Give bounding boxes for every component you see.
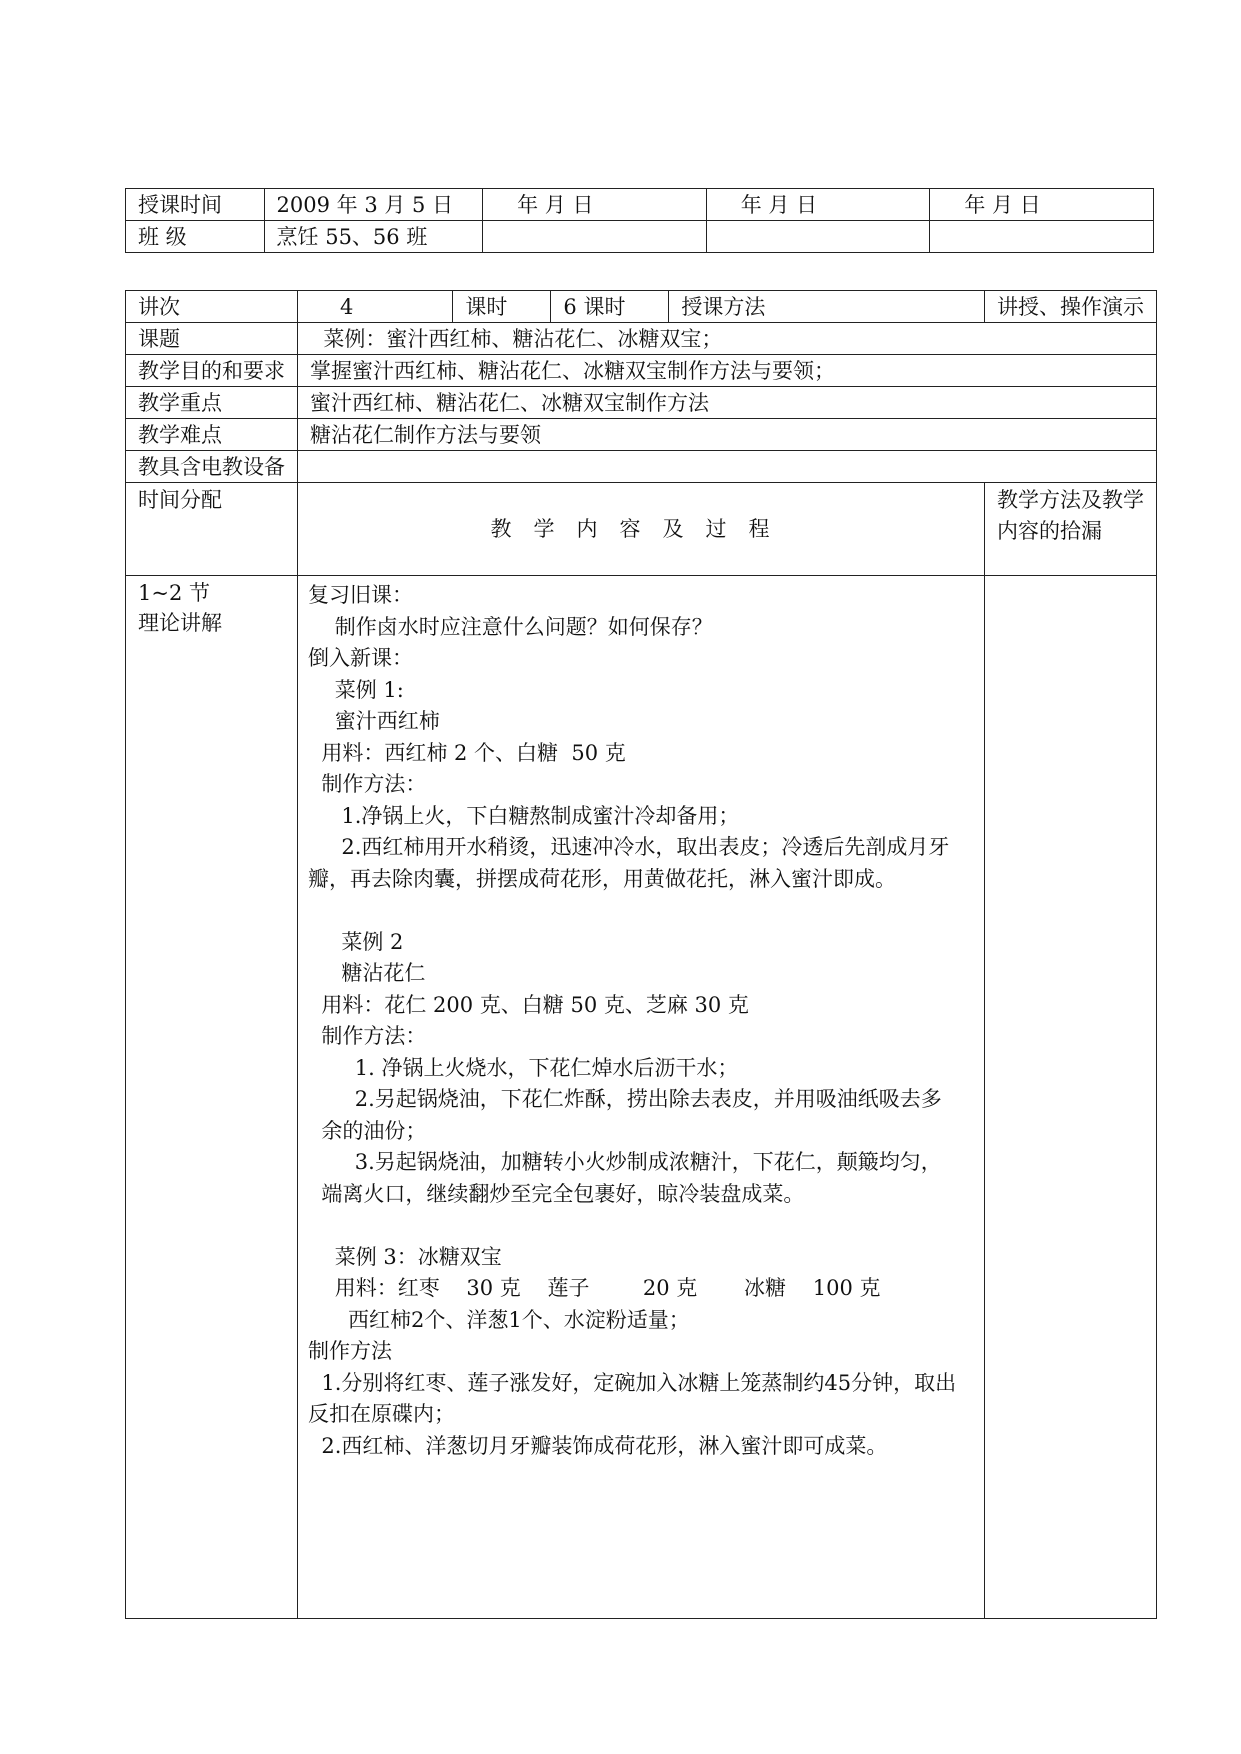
content-line: 3.另起锅烧油，加糖转小火炒制成浓糖汁，下花仁，颠簸均匀，: [308, 1150, 942, 1174]
content-line: 西红柿2个、洋葱1个、水淀粉适量；: [308, 1307, 690, 1332]
class-empty-2: [483, 221, 707, 253]
goal-value: 掌握蜜汁西红柿、糖沾花仁、冰糖双宝制作方法与要领；: [298, 355, 1157, 387]
session-label: 讲次: [126, 291, 298, 323]
process-content-row: [126, 576, 1157, 1619]
content-line: [308, 895, 978, 927]
content-line: 1.分别将红枣、莲子涨发好，定碗加入冰糖上笼蒸制约45分钟，取出: [308, 1370, 957, 1395]
content-cell: [298, 576, 985, 1619]
content-line: 倒入新课：: [308, 646, 413, 670]
notes-header: 教学方法及教学内容的拾漏: [984, 483, 1156, 576]
class-label: 班 级: [126, 221, 265, 253]
content-line: 制作方法: [308, 1339, 392, 1363]
date-cell-1: 2009 年 3 月 5 日: [264, 189, 483, 221]
focus-label: 教学重点: [126, 387, 298, 419]
focus-row: [126, 387, 1157, 419]
equipment-label: 教具含电教设备: [126, 451, 298, 483]
session-value: 4: [298, 291, 453, 323]
content-header: 教学内容及过程: [298, 483, 985, 576]
schedule-row-time: [126, 189, 1154, 221]
hours-label: 课时: [453, 291, 551, 323]
hours-value: 6 课时: [551, 291, 669, 323]
content-line: 蜜汁西红柿: [308, 709, 440, 733]
content-line: 余的油份；: [308, 1118, 427, 1143]
content-line: 复习旧课：: [308, 583, 413, 607]
content-line: 糖沾花仁: [308, 961, 426, 985]
content-line: 1. 净锅上火烧水，下花仁焯水后沥干水；: [308, 1055, 739, 1080]
content-line: 制作方法：: [308, 1024, 427, 1048]
content-line: 瓣，再去除肉囊，拼摆成荷花形，用黄做花托，淋入蜜汁即成。: [308, 866, 896, 891]
content-line: 2.西红柿、洋葱切月牙瓣装饰成荷花形，淋入蜜汁即可成菜。: [308, 1433, 888, 1458]
topic-row: [126, 323, 1157, 355]
content-lines: [308, 580, 978, 1462]
difficulty-label: 教学难点: [126, 419, 298, 451]
content-line: 1.净锅上火，下白糖熬制成蜜汁冷却备用；: [308, 803, 740, 828]
content-line: 制作方法：: [308, 772, 427, 796]
process-header-row: [126, 483, 1157, 576]
content-line: 制作卤水时应注意什么问题？如何保存？: [308, 614, 713, 639]
method-label: 授课方法: [669, 291, 985, 323]
class-value: 烹饪 55、56 班: [264, 221, 483, 253]
time-cell-line1: 1~2 节: [138, 581, 210, 605]
focus-value: 蜜汁西红柿、糖沾花仁、冰糖双宝制作方法: [298, 387, 1157, 419]
difficulty-row: [126, 419, 1157, 451]
class-empty-4: [930, 221, 1154, 253]
difficulty-value: 糖沾花仁制作方法与要领: [298, 419, 1157, 451]
schedule-table: [125, 188, 1154, 253]
content-line: 端离火口，继续翻炒至完全包裹好，晾冷装盘成菜。: [308, 1181, 805, 1206]
content-line: 2.另起锅烧油，下花仁炸酥，捞出除去表皮，并用吸油纸吸去多: [308, 1087, 942, 1111]
lesson-table: [125, 290, 1157, 1619]
topic-value: 菜例：蜜汁西红柿、糖沾花仁、冰糖双宝；: [298, 323, 1157, 355]
equipment-row: [126, 451, 1157, 483]
topic-label: 课题: [126, 323, 298, 355]
content-line: 用料：红枣 30 克 莲子 20 克 冰糖 100 克: [308, 1276, 881, 1300]
time-label: 授课时间: [126, 189, 265, 221]
date-cell-2: 年 月 日: [483, 189, 707, 221]
content-line: 2.西红柿用开水稍烫，迅速冲冷水，取出表皮；冷透后先剖成月牙: [308, 835, 950, 859]
class-empty-3: [706, 221, 930, 253]
notes-cell: [984, 576, 1156, 1619]
content-line: 菜例 1:: [308, 677, 404, 702]
goal-label: 教学目的和要求: [126, 355, 298, 387]
content-line: 菜例 2: [308, 929, 404, 954]
date-cell-3: 年 月 日: [706, 189, 930, 221]
schedule-row-class: [126, 221, 1154, 253]
content-line: 用料：花仁 200 克、白糖 50 克、芝麻 30 克: [308, 992, 749, 1017]
equipment-value: [298, 451, 1157, 483]
time-header: 时间分配: [126, 483, 298, 576]
content-line: 用料：西红柿 2 个、白糖 50 克: [308, 740, 626, 765]
session-row: [126, 291, 1157, 323]
method-value: 讲授、操作演示: [984, 291, 1156, 323]
content-line: 菜例 3：冰糖双宝: [308, 1244, 502, 1269]
content-line: 反扣在原碟内；: [308, 1402, 455, 1426]
content-line: [308, 1210, 978, 1242]
time-cell: [126, 576, 298, 1619]
time-cell-line2: 理论讲解: [138, 611, 222, 635]
date-cell-4: 年 月 日: [930, 189, 1154, 221]
goal-row: [126, 355, 1157, 387]
